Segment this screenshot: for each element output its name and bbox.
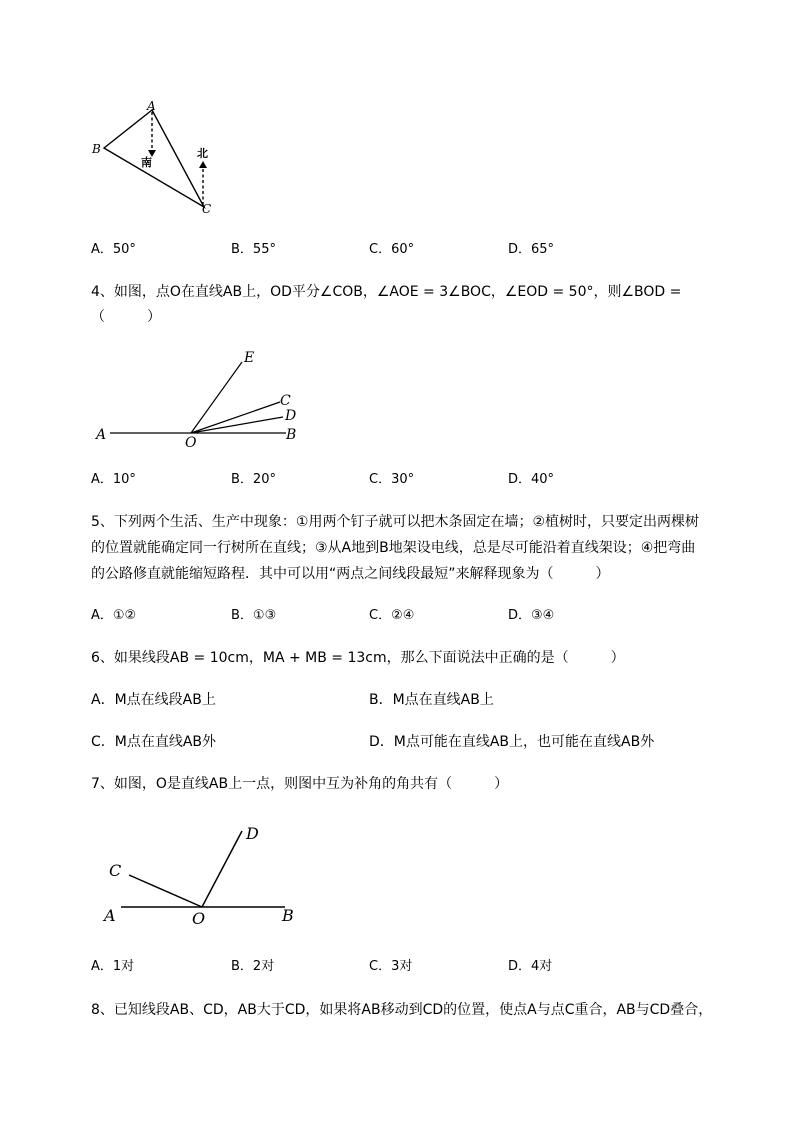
q5-option-d: D．③④	[508, 608, 555, 623]
q5-stem-line1: 5、下列两个生活、生产中现象：①用两个钉子就可以把木条固定在墙；②植树时，只要定出两棵树	[91, 514, 700, 530]
q5-stem-line2: 的位置就能确定同一行树所在直线；③从A地到B地架设电线，总是尽可能沿着直线架设；④把弯曲	[91, 540, 696, 556]
q3-option-b: B．55°	[231, 242, 276, 257]
q4-figure	[90, 345, 320, 450]
q7-label-A: A	[104, 906, 116, 925]
q4-label-A: A	[96, 427, 107, 443]
q4-ray-OC	[191, 402, 280, 433]
q3-label-A: A	[147, 99, 156, 113]
q4-option-d: D．40°	[508, 472, 555, 487]
q4-ray-OD	[191, 417, 283, 433]
q4-option-c: C．30°	[369, 472, 415, 487]
q3-label-C: C	[202, 202, 212, 216]
q7-label-C: C	[109, 861, 122, 880]
q4-label-E: E	[244, 350, 255, 366]
q3-option-a: A．50°	[91, 242, 136, 257]
q5-option-a: A．①②	[91, 608, 137, 623]
q7-stem: 7、如图，O是直线AB上一点，则图中互为补角的角共有（ ）	[91, 776, 509, 792]
q5-option-b: B．①③	[231, 608, 277, 623]
q3-figure	[88, 98, 228, 220]
q5-stem-line3: 的公路修直就能缩短路程．其中可以用“两点之间线段最短”来解释现象为（ ）	[91, 566, 610, 582]
q4-option-a: A．10°	[91, 472, 136, 487]
q4-option-b: B．20°	[231, 472, 276, 487]
q4-ray-OE	[191, 362, 242, 433]
q4-label-B: B	[286, 427, 297, 443]
q7-figure	[95, 818, 305, 933]
q7-option-d: D．4对	[508, 959, 553, 974]
q3-label-B: B	[92, 142, 101, 156]
q7-label-O: O	[192, 909, 206, 928]
q4-stem: 4、如图，点O在直线AB上，OD平分∠COB，∠AOE = 3∠BOC，∠EOD = 50°，则∠BOD =	[91, 284, 682, 300]
q3-label-south: 南	[141, 156, 152, 169]
q6-option-c: C．M点在直线AB外	[91, 734, 217, 750]
q4-answer-blank: （ ）	[91, 309, 161, 325]
q8-stem: 8、已知线段AB、CD，AB大于CD，如果将AB移动到CD的位置，使点A与点C重合，AB与CD叠合，	[91, 1002, 713, 1018]
q4-label-O: O	[185, 435, 197, 450]
q7-option-a: A．1对	[91, 959, 135, 974]
q7-ray-OD	[202, 831, 242, 907]
q3-option-d: D．65°	[508, 242, 555, 257]
q5-option-c: C．②④	[369, 608, 415, 623]
q4-label-C: C	[280, 393, 291, 409]
q3-north-arrowhead	[199, 161, 207, 168]
q7-label-D: D	[246, 824, 259, 843]
q3-label-north: 北	[197, 147, 208, 160]
q3-triangle	[104, 110, 204, 207]
q6-stem: 6、如果线段AB = 10cm，MA + MB = 13cm，那么下面说法中正确的是（ ）	[91, 650, 625, 666]
q3-option-c: C．60°	[369, 242, 415, 257]
q7-option-b: B．2对	[231, 959, 275, 974]
q4-label-D: D	[285, 408, 297, 424]
q7-option-c: C．3对	[369, 959, 413, 974]
q6-option-a: A．M点在线段AB上	[91, 692, 216, 708]
q6-option-d: D．M点可能在直线AB上，也可能在直线AB外	[369, 734, 655, 750]
q7-ray-OC	[129, 875, 202, 907]
q7-label-B: B	[282, 906, 294, 925]
q6-option-b: B．M点在直线AB上	[369, 692, 494, 708]
